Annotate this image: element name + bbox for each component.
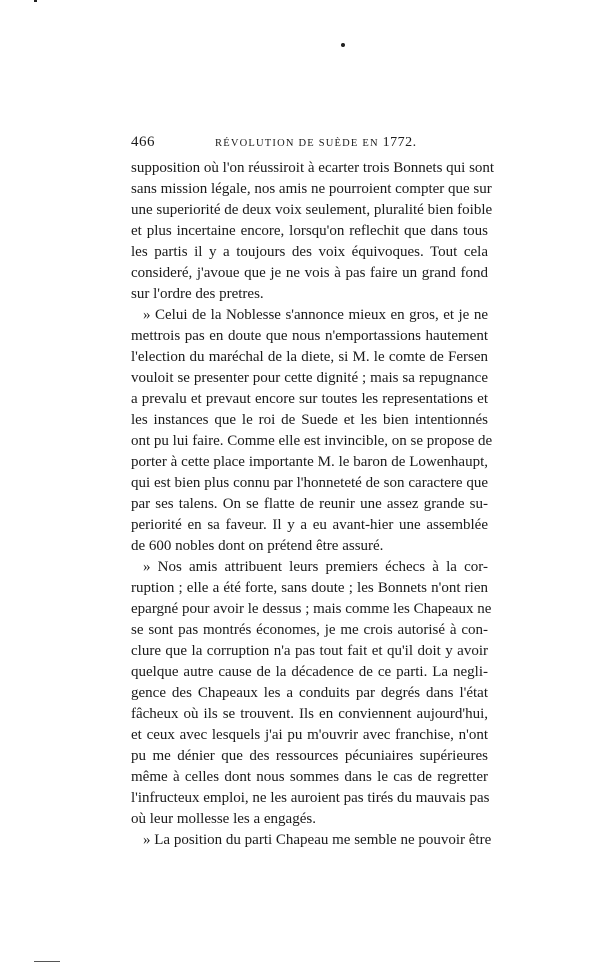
text-line: de 600 nobles dont on prétend être assuré. <box>131 538 384 554</box>
running-title-text: RÉVOLUTION DE SUÈDE EN <box>215 138 383 149</box>
text-line: l'election du maréchal de la diete, si M. le comte de Fersen <box>131 349 488 365</box>
page-number: 466 <box>131 134 155 150</box>
paragraph-start: » Nos amis attribuent leurs premiers échecs à la cor- <box>143 559 488 575</box>
text-line: quelque autre cause de la décadence de ce parti. La negli- <box>131 664 488 680</box>
text-line: les instances que le roi de Suede et les bien intentionnés <box>131 412 488 428</box>
running-header <box>131 134 488 152</box>
text-line: une superiorité de deux voix seulement, pluralité bien foible <box>131 202 493 218</box>
text-line: vouloit se presenter pour cette dignité ; mais sa repugnance <box>131 370 488 386</box>
text-line: clure que la corruption n'a pas tout fait et qu'il doit y avoir <box>131 643 488 659</box>
text-line: mettrois pas en doute que nous n'emportassions hautement <box>131 328 488 344</box>
text-line: periorité en sa faveur. Il y a eu avant-hier une assemblée <box>131 517 488 533</box>
ink-speck <box>341 43 345 47</box>
corner-mark <box>34 0 37 2</box>
text-line: même à celles dont nous sommes dans le cas de regretter <box>131 769 488 785</box>
text-line: les partis il y a toujours des voix équivoques. Tout cela <box>131 244 488 260</box>
text-line: sur l'ordre des pretres. <box>131 286 264 302</box>
footer-rule <box>34 961 60 962</box>
text-line: par ses talens. On se flatte de reunir une assez grande su- <box>131 496 488 512</box>
text-line: sans mission légale, nos amis ne pourroient compter que sur <box>131 181 492 197</box>
text-line: epargné pour avoir le dessus ; mais comme les Chapeaux ne <box>131 601 492 617</box>
text-line: consideré, j'avoue que je ne vois à pas faire un grand fond <box>131 265 488 281</box>
paragraph-start: » Celui de la Noblesse s'annonce mieux en gros, et je ne <box>143 307 488 323</box>
running-title <box>215 135 417 151</box>
text-line: l'infructeux emploi, ne les auroient pas tirés du mauvais pas <box>131 790 490 806</box>
text-line: a prevalu et prevaut encore sur toutes les representations et <box>131 391 488 407</box>
text-line: et ceux avec lesquels j'ai pu m'ouvrir avec franchise, n'ont <box>131 727 488 743</box>
text-line: porter à cette place importante M. le baron de Lowenhaupt, <box>131 454 488 470</box>
text-line: où leur mollesse les a engagés. <box>131 811 316 827</box>
text-line: gence des Chapeaux les a conduits par degrés dans l'état <box>131 685 488 701</box>
text-line: ruption ; elle a été forte, sans doute ; les Bonnets n'ont rien <box>131 580 488 596</box>
paragraph-start: » La position du parti Chapeau me semble ne pouvoir être <box>143 832 492 848</box>
text-line: se sont pas montrés économes, je me crois autorisé à con- <box>131 622 488 638</box>
text-line: pu me dénier que des ressources pécuniaires supérieures <box>131 748 488 764</box>
text-line: qui est bien plus connu par l'honneteté de son caractere que <box>131 475 488 491</box>
text-line: et plus incertaine encore, lorsqu'on reflechit que dans tous <box>131 223 488 239</box>
running-title-year: 1772. <box>382 135 417 150</box>
text-line: supposition où l'on réussiroit à ecarter trois Bonnets qui sont <box>131 160 495 176</box>
text-line: fâcheux où ils se trouvent. Ils en conviennent aujourd'hui, <box>131 706 488 722</box>
text-line: ont pu lui faire. Comme elle est invincible, on se propose de <box>131 433 493 449</box>
body-text <box>131 158 495 851</box>
